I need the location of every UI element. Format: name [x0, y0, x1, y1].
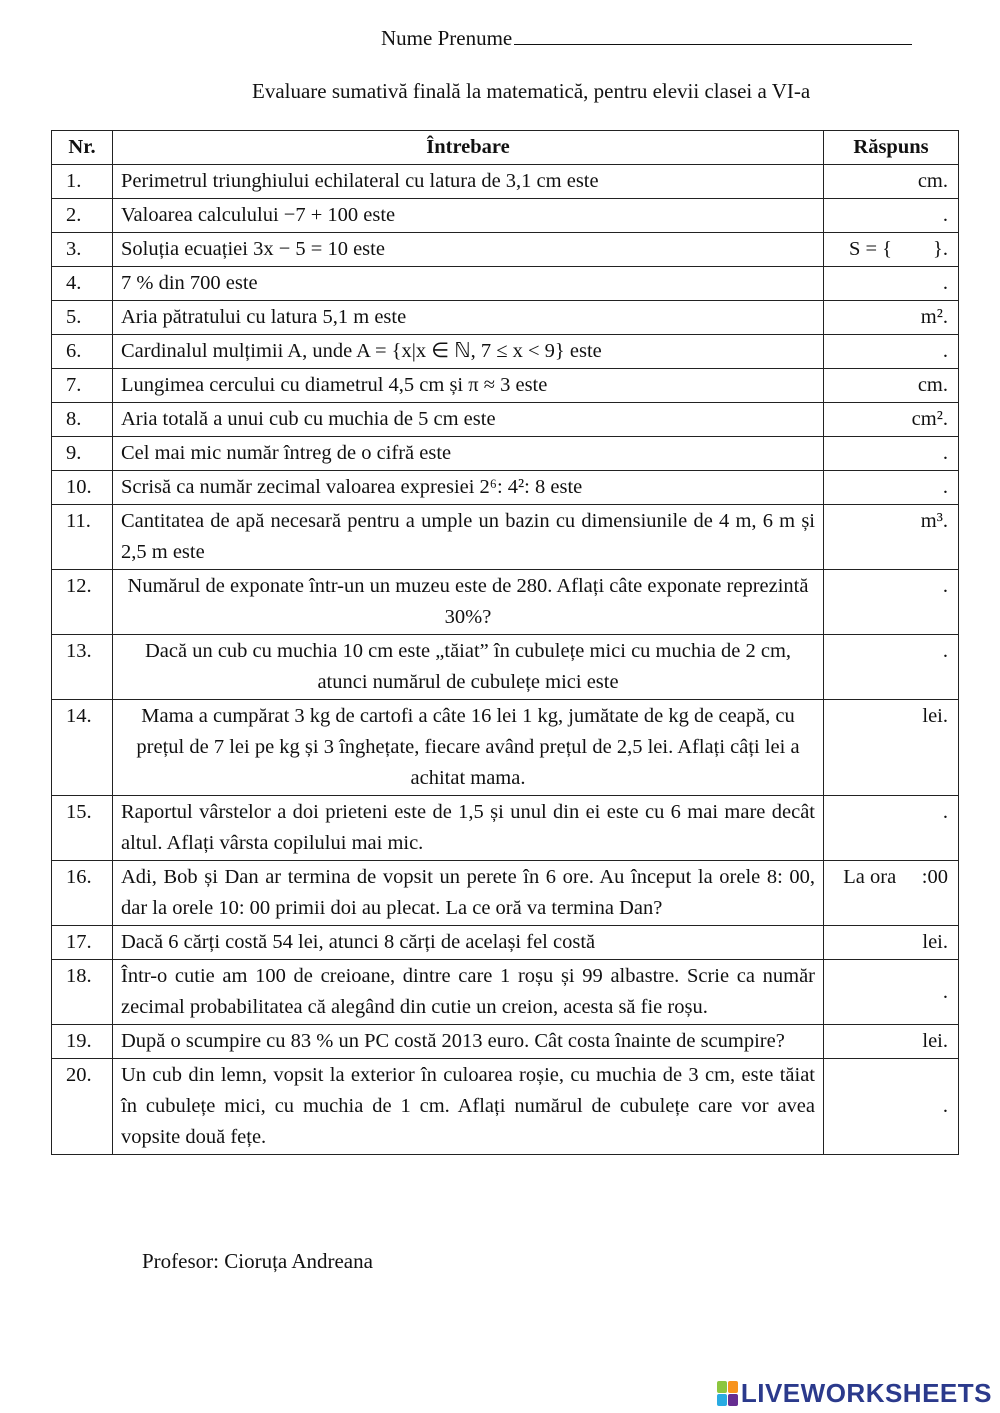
teacher-signature: Profesor: Cioruța Andreana: [142, 1249, 373, 1273]
table-row: [52, 1059, 959, 1155]
row-question: Aria totală a unui cub cu muchia de 5 cm este: [113, 403, 824, 437]
table-row: [52, 199, 959, 233]
row-question: 7 % din 700 este: [113, 267, 824, 301]
row-number: 3.: [52, 233, 113, 267]
row-question: Valoarea calculului −7 + 100 este: [113, 199, 824, 233]
answer-cell[interactable]: .: [824, 335, 959, 369]
answer-cell[interactable]: .: [824, 199, 959, 233]
table-row: [52, 233, 959, 267]
table-row: [52, 165, 959, 199]
row-question: Adi, Bob și Dan ar termina de vopsit un perete în 6 ore. Au început la orele 8: 00, dar la orele 10: 00 primii doi au plecat. La ce oră va termina Dan?: [113, 861, 824, 926]
table-row: [52, 700, 959, 796]
answer-cell[interactable]: .: [824, 960, 959, 1025]
row-question: Aria pătratului cu latura 5,1 m este: [113, 301, 824, 335]
row-number: 1.: [52, 165, 113, 199]
row-question: Dacă un cub cu muchia 10 cm este „tăiat” în cubulețe mici cu muchia de 2 cm, atunci numărul de cubulețe mici este: [113, 635, 824, 700]
answer-cell[interactable]: cm.: [824, 369, 959, 403]
table-row: [52, 403, 959, 437]
row-number: 18.: [52, 960, 113, 1025]
answer-cell[interactable]: cm.: [824, 165, 959, 199]
answer-cell[interactable]: .: [824, 570, 959, 635]
table-row: [52, 796, 959, 861]
answer-cell[interactable]: lei.: [824, 1025, 959, 1059]
page-title: Evaluare sumativă finală la matematică, pentru elevii clasei a VI-a: [252, 79, 811, 103]
table-row: [52, 335, 959, 369]
row-question: Raportul vârstelor a doi prieteni este de 1,5 și unul din ei este cu 6 mai mare decât altul. Aflați vârsta copilului mai mic.: [113, 796, 824, 861]
row-number: 8.: [52, 403, 113, 437]
answer-cell[interactable]: m³.: [824, 505, 959, 570]
table-row: [52, 505, 959, 570]
row-question: Soluția ecuației 3x − 5 = 10 este: [113, 233, 824, 267]
row-number: 5.: [52, 301, 113, 335]
row-number: 10.: [52, 471, 113, 505]
table-header-row: [52, 131, 959, 165]
table-row: [52, 635, 959, 700]
header-nr: Nr.: [52, 131, 113, 165]
table-row: [52, 301, 959, 335]
table-row: [52, 926, 959, 960]
name-label: Nume Prenume: [381, 26, 513, 50]
liveworksheets-logo[interactable]: [717, 1378, 992, 1409]
table-row: [52, 570, 959, 635]
row-number: 13.: [52, 635, 113, 700]
row-question: Cantitatea de apă necesară pentru a umple un bazin cu dimensiunile de 4 m, 6 m și 2,5 m este: [113, 505, 824, 570]
questions-table: [51, 130, 959, 1155]
answer-cell[interactable]: S = { }.: [824, 233, 959, 267]
row-question: Numărul de exponate într-un un muzeu este de 280. Aflați câte exponate reprezintă 30%?: [113, 570, 824, 635]
row-question: Într-o cutie am 100 de creioane, dintre care 1 roșu și 99 albastre. Scrie ca număr zecimal probabilitatea că alegând din cutie un creion, acesta să fie roșu.: [113, 960, 824, 1025]
row-number: 6.: [52, 335, 113, 369]
row-question: Mama a cumpărat 3 kg de cartofi a câte 16 lei 1 kg, jumătate de kg de ceapă, cu prețul de 7 lei pe kg și 3 înghețate, fiecare având prețul de 2,5 lei. Aflați câți lei a achitat mama.: [113, 700, 824, 796]
answer-cell[interactable]: La ora :00: [824, 861, 959, 926]
answer-cell[interactable]: .: [824, 267, 959, 301]
row-number: 4.: [52, 267, 113, 301]
row-number: 12.: [52, 570, 113, 635]
answer-cell[interactable]: .: [824, 471, 959, 505]
row-number: 20.: [52, 1059, 113, 1155]
row-question: După o scumpire cu 83 % un PC costă 2013 euro. Cât costa înainte de scumpire?: [113, 1025, 824, 1059]
answer-cell[interactable]: .: [824, 635, 959, 700]
row-question: Scrisă ca număr zecimal valoarea expresiei 2⁶: 4²: 8 este: [113, 471, 824, 505]
row-number: 7.: [52, 369, 113, 403]
name-blank-line: [514, 24, 912, 45]
row-number: 15.: [52, 796, 113, 861]
table-row: [52, 471, 959, 505]
row-number: 9.: [52, 437, 113, 471]
answer-cell[interactable]: lei.: [824, 926, 959, 960]
row-number: 11.: [52, 505, 113, 570]
answer-cell[interactable]: .: [824, 1059, 959, 1155]
row-question: Lungimea cercului cu diametrul 4,5 cm și π ≈ 3 este: [113, 369, 824, 403]
row-question: Dacă 6 cărți costă 54 lei, atunci 8 cărți de același fel costă: [113, 926, 824, 960]
header-answer: Răspuns: [824, 131, 959, 165]
logo-text: LIVEWORKSHEETS: [740, 1378, 992, 1408]
name-field: [381, 24, 912, 51]
row-number: 16.: [52, 861, 113, 926]
answer-cell[interactable]: cm².: [824, 403, 959, 437]
table-row: [52, 267, 959, 301]
logo-mark-icon: [717, 1381, 738, 1406]
table-row: [52, 1025, 959, 1059]
row-question: Perimetrul triunghiului echilateral cu latura de 3,1 cm este: [113, 165, 824, 199]
row-question: Un cub din lemn, vopsit la exterior în culoarea roșie, cu muchia de 3 cm, este tăiat în cubulețe mici, cu muchia de 1 cm. Aflați numărul de cubulețe care vor avea vopsite două fețe.: [113, 1059, 824, 1155]
row-number: 17.: [52, 926, 113, 960]
row-number: 14.: [52, 700, 113, 796]
answer-cell[interactable]: .: [824, 437, 959, 471]
answer-cell[interactable]: .: [824, 796, 959, 861]
row-question: Cel mai mic număr întreg de o cifră este: [113, 437, 824, 471]
header-question: Întrebare: [113, 131, 824, 165]
row-number: 2.: [52, 199, 113, 233]
table-row: [52, 960, 959, 1025]
answer-cell[interactable]: lei.: [824, 700, 959, 796]
table-row: [52, 437, 959, 471]
table-row: [52, 369, 959, 403]
row-number: 19.: [52, 1025, 113, 1059]
table-row: [52, 861, 959, 926]
row-question: Cardinalul mulțimii A, unde A = {x|x ∈ ℕ, 7 ≤ x < 9} este: [113, 335, 824, 369]
answer-cell[interactable]: m².: [824, 301, 959, 335]
